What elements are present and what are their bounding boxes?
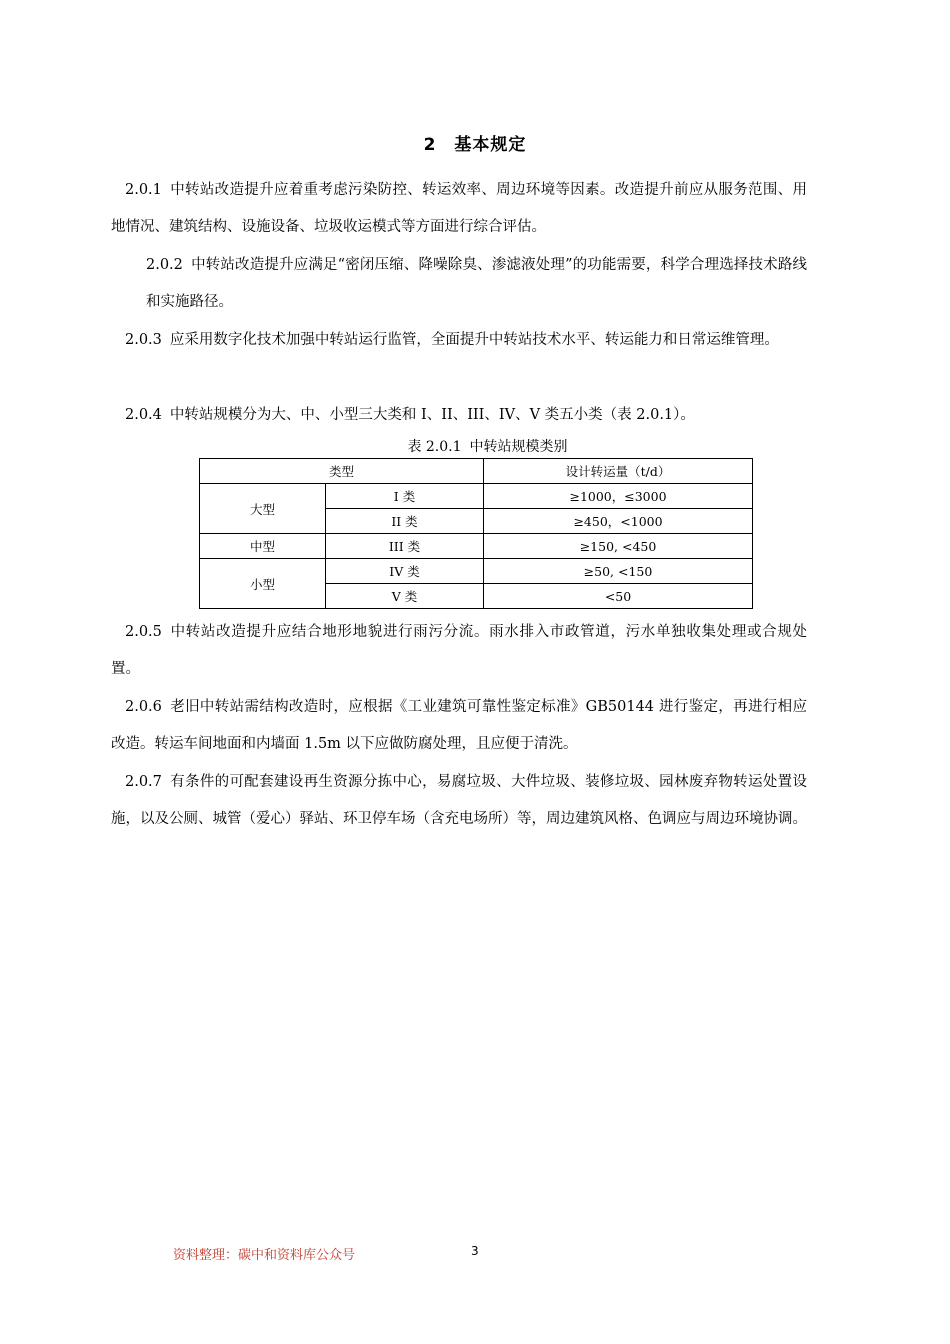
clause-number: 2.0.3 [125, 332, 162, 348]
clause-paragraph [111, 614, 807, 688]
table-caption [0, 436, 950, 456]
capacity-cell: ≥1000，≤3000 [484, 484, 753, 509]
class-cell: IV 类 [326, 559, 484, 584]
group-cell: 中型 [200, 534, 326, 559]
scale-table [199, 458, 753, 609]
clause-number: 2.0.7 [125, 774, 162, 790]
group-cell: 大型 [200, 484, 326, 534]
table-caption-number: 表 2.0.1 [407, 439, 462, 455]
footer-source: 资料整理：碳中和资料库公众号 [173, 1248, 356, 1263]
table-row [200, 559, 753, 584]
table-row [200, 534, 753, 559]
clause-text: 老旧中转站需结构改造时，应根据《工业建筑可靠性鉴定标准》GB50144 进行鉴定，再进行相应改造。转运车间地面和内墙面 1.5m 以下应做防腐处理，且应便于清洗。 [111, 699, 807, 752]
capacity-cell: ≥150, <450 [484, 534, 753, 559]
page-number: 3 [471, 1244, 479, 1258]
clause-number: 2.0.4 [125, 407, 162, 423]
class-cell: III 类 [326, 534, 484, 559]
clause-number: 2.0.1 [125, 182, 162, 198]
clause-text: 应采用数字化技术加强中转站运行监管，全面提升中转站技术水平、转运能力和日常运维管理。 [169, 332, 779, 348]
section-title-text: 基本规定 [454, 135, 527, 155]
section-title [0, 130, 950, 155]
header-capacity: 设计转运量（t/d） [484, 459, 753, 484]
group-cell: 小型 [200, 559, 326, 609]
clause-paragraph [111, 397, 807, 434]
clause-number: 2.0.5 [125, 624, 162, 640]
clause-number: 2.0.2 [146, 257, 183, 273]
clause-text: 中转站改造提升应满足“密闭压缩、降噪除臭、渗滤液处理”的功能需要，科学合理选择技术路线和实施路径。 [146, 257, 807, 310]
table-header-row [200, 459, 753, 484]
clause-text: 中转站改造提升应结合地形地貌进行雨污分流。雨水排入市政管道，污水单独收集处理或合规处置。 [111, 624, 807, 677]
clause-paragraph [111, 764, 807, 838]
clause-paragraph [111, 322, 807, 359]
capacity-cell: ≥50, <150 [484, 559, 753, 584]
clause-paragraph [146, 247, 807, 321]
clause-text: 中转站规模分为大、中、小型三大类和 I、II、III、IV、V 类五小类（表 2.0.1）。 [169, 407, 695, 423]
class-cell: V 类 [326, 584, 484, 609]
table-caption-title: 中转站规模类别 [469, 439, 568, 455]
capacity-cell: ≥450，<1000 [484, 509, 753, 534]
header-type: 类型 [200, 459, 484, 484]
clause-text: 有条件的可配套建设再生资源分拣中心，易腐垃圾、大件垃圾、装修垃圾、园林废弃物转运处置设施，以及公厕、城管（爱心）驿站、环卫停车场（含充电场所）等，周边建筑风格、色调应与周边环境协调。 [111, 774, 807, 827]
class-cell: I 类 [326, 484, 484, 509]
clause-text: 中转站改造提升应着重考虑污染防控、转运效率、周边环境等因素。改造提升前应从服务范围、用地情况、建筑结构、设施设备、垃圾收运模式等方面进行综合评估。 [111, 182, 807, 235]
clause-paragraph [111, 689, 807, 763]
table-row [200, 484, 753, 509]
clause-number: 2.0.6 [125, 699, 162, 715]
section-number: 2 [423, 135, 437, 155]
class-cell: II 类 [326, 509, 484, 534]
capacity-cell: <50 [484, 584, 753, 609]
clause-paragraph [111, 172, 807, 246]
